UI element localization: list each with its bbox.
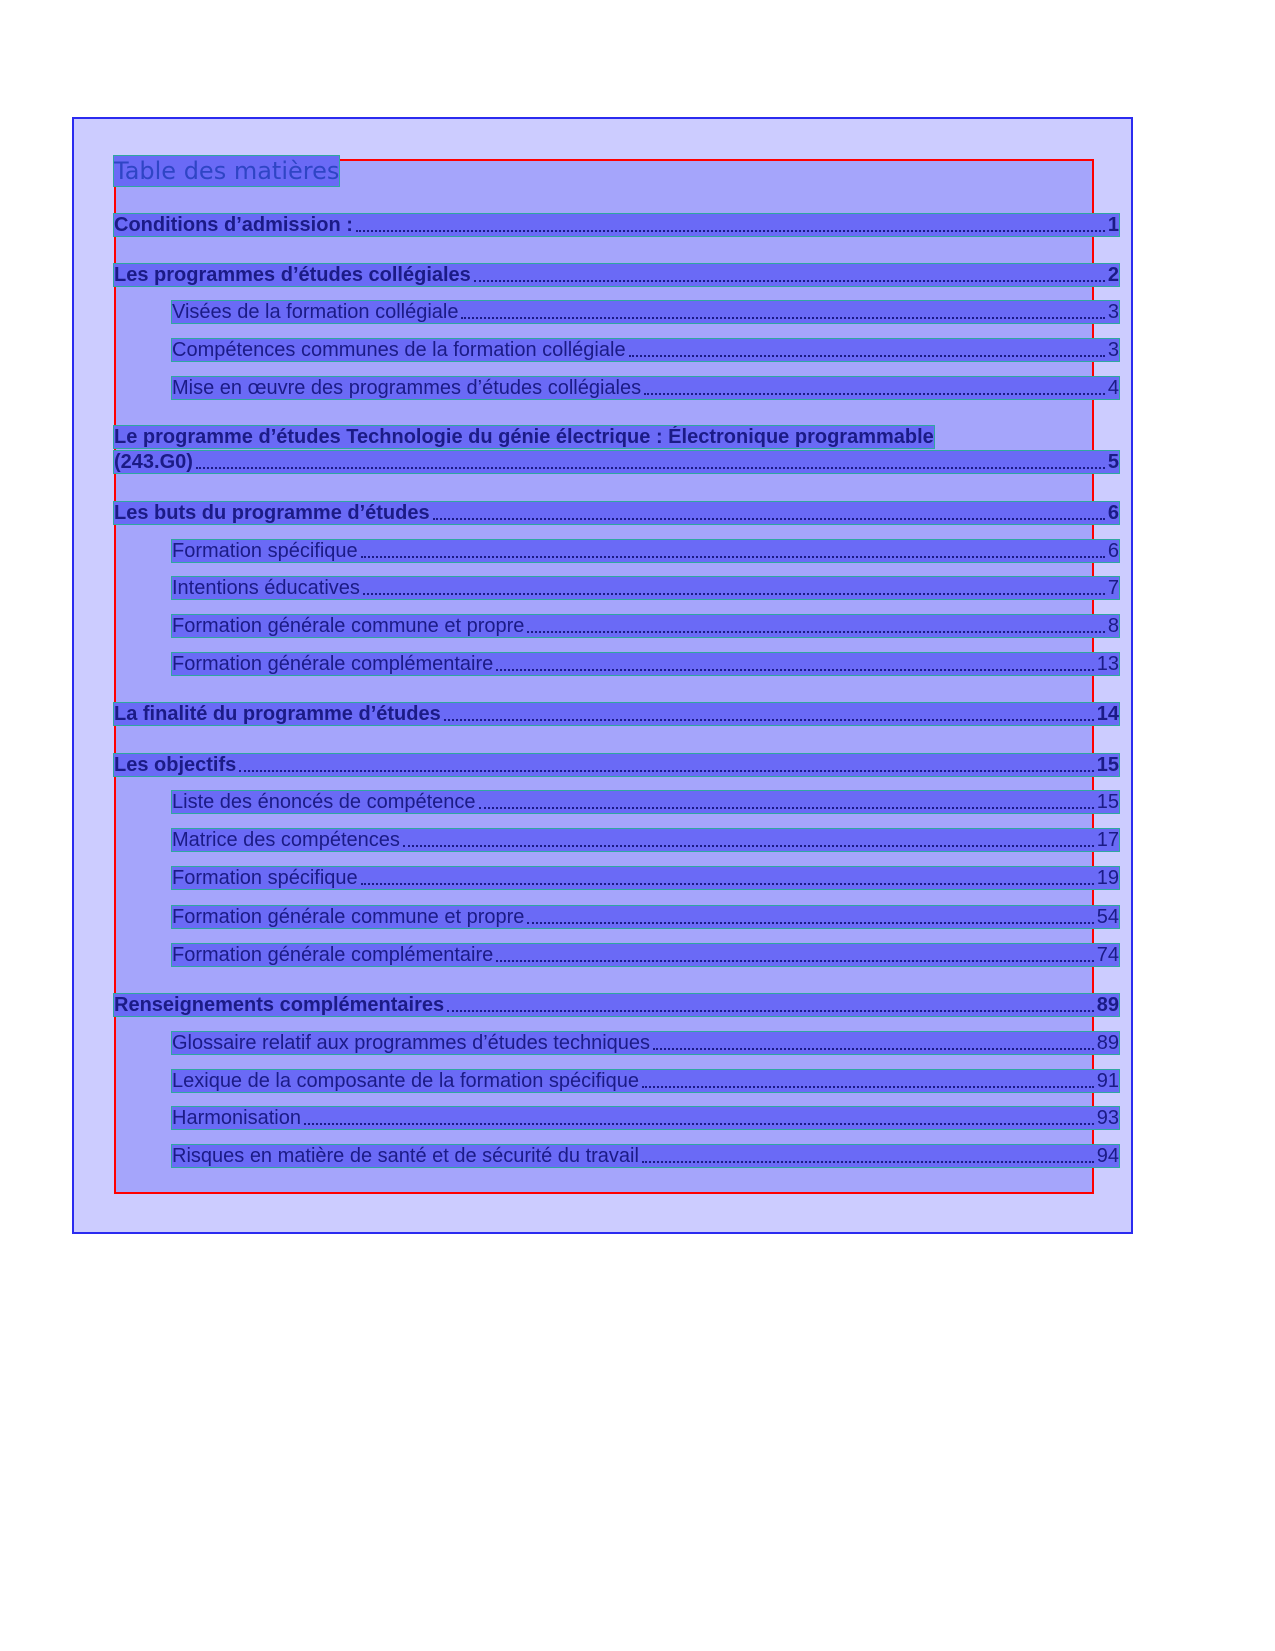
toc-entry-objectifs[interactable] xyxy=(114,754,1119,776)
toc-entry-glossaire[interactable] xyxy=(172,1032,1119,1054)
toc-entry-label: Formation spécifique xyxy=(172,540,358,562)
toc-entry-page: 7 xyxy=(1107,577,1119,599)
toc-entry-page: 15 xyxy=(1096,791,1119,813)
dot-leader xyxy=(361,883,1094,885)
toc-entry-formation-generale-commune[interactable] xyxy=(172,615,1119,637)
toc-entry-page: 54 xyxy=(1096,906,1119,928)
toc-entry-page: 89 xyxy=(1096,1032,1119,1054)
dot-leader xyxy=(363,593,1105,595)
toc-entry-page: 6 xyxy=(1107,502,1119,524)
toc-entry-label: Les programmes d’études collégiales xyxy=(114,264,471,286)
dot-leader xyxy=(496,960,1093,962)
toc-entry-page: 2 xyxy=(1107,264,1119,286)
dot-leader xyxy=(447,1010,1094,1012)
toc-entry-label: Risques en matière de santé et de sécurité du travail xyxy=(172,1145,639,1167)
dot-leader xyxy=(629,355,1105,357)
toc-entry-conditions-admission[interactable] xyxy=(114,214,1119,236)
toc-entry-label: (243.G0) xyxy=(114,451,193,473)
toc-entry-label: Matrice des compétences xyxy=(172,829,400,851)
toc-entry-label: Liste des énoncés de compétence xyxy=(172,791,476,813)
toc-entry-label: Formation spécifique xyxy=(172,867,358,889)
toc-entry-formation-generale-complementaire-2[interactable] xyxy=(172,944,1119,966)
toc-entry-page: 1 xyxy=(1107,214,1119,236)
toc-entry-competences-communes[interactable] xyxy=(172,339,1119,361)
toc-entry-matrice-competences[interactable] xyxy=(172,829,1119,851)
toc-entry-label: Compétences communes de la formation collégiale xyxy=(172,339,626,361)
dot-leader xyxy=(444,719,1094,721)
dot-leader xyxy=(304,1123,1094,1125)
toc-entry-renseignements[interactable] xyxy=(114,994,1119,1016)
toc-entry-page: 4 xyxy=(1107,377,1119,399)
toc-entry-label: Lexique de la composante de la formation spécifique xyxy=(172,1070,639,1092)
toc-entry-programme-tge[interactable] xyxy=(114,451,1119,473)
toc-entry-label: Les buts du programme d’études xyxy=(114,502,430,524)
toc-entry-label: Formation générale complémentaire xyxy=(172,944,494,966)
toc-entry-label: La finalité du programme d’études xyxy=(114,703,441,725)
toc-entry-label: Glossaire relatif aux programmes d’études techniques xyxy=(172,1032,651,1054)
toc-entry-formation-generale-commune-2[interactable] xyxy=(172,906,1119,928)
toc-entry-page: 19 xyxy=(1096,867,1119,889)
toc-entry-page: 74 xyxy=(1096,944,1119,966)
toc-entry-intentions-educatives[interactable] xyxy=(172,577,1119,599)
toc-entry-page: 94 xyxy=(1096,1145,1119,1167)
toc-entry-page: 5 xyxy=(1107,451,1119,473)
toc-entry-finalite[interactable] xyxy=(114,703,1119,725)
toc-entry-label: Mise en œuvre des programmes d’études collégiales xyxy=(172,377,642,399)
toc-entry-page: 15 xyxy=(1096,754,1119,776)
dot-leader xyxy=(239,770,1093,772)
dot-leader xyxy=(433,518,1105,520)
toc-entry-risques[interactable] xyxy=(172,1145,1119,1167)
toc-entry-buts-programme[interactable] xyxy=(114,502,1119,524)
toc-entry-label: Formation générale commune et propre xyxy=(172,906,525,928)
dot-leader xyxy=(527,631,1104,633)
toc-entry-page: 91 xyxy=(1096,1070,1119,1092)
dot-leader xyxy=(527,922,1093,924)
toc-entry-formation-specifique-2[interactable] xyxy=(172,867,1119,889)
dot-leader xyxy=(361,556,1105,558)
toc-entry-liste-enonces[interactable] xyxy=(172,791,1119,813)
toc-entry-programme-tge-line1[interactable]: Le programme d’études Technologie du génie électrique : Électronique programmable xyxy=(114,426,934,448)
toc-entry-label: Visées de la formation collégiale xyxy=(172,301,459,323)
toc-entry-lexique[interactable] xyxy=(172,1070,1119,1092)
toc-entry-page: 3 xyxy=(1107,339,1119,361)
toc-entry-programmes-etudes[interactable] xyxy=(114,264,1119,286)
dot-leader xyxy=(479,807,1094,809)
toc-entry-label: Conditions d’admission : xyxy=(114,214,353,236)
dot-leader xyxy=(653,1048,1094,1050)
toc-entry-page: 3 xyxy=(1107,301,1119,323)
toc-entry-page: 8 xyxy=(1107,615,1119,637)
toc-title: Table des matières xyxy=(114,157,340,185)
toc-entry-label: Formation générale complémentaire xyxy=(172,653,494,675)
toc-entry-formation-generale-complementaire[interactable] xyxy=(172,653,1119,675)
dot-leader xyxy=(403,845,1094,847)
dot-leader xyxy=(196,467,1105,469)
toc-entry-label: Les objectifs xyxy=(114,754,237,776)
dot-leader xyxy=(461,317,1104,319)
toc-entry-label: Formation générale commune et propre xyxy=(172,615,525,637)
toc-entry-page: 93 xyxy=(1096,1107,1119,1129)
dot-leader xyxy=(496,669,1093,671)
toc-entry-mise-en-oeuvre[interactable] xyxy=(172,377,1119,399)
toc-entry-page: 17 xyxy=(1096,829,1119,851)
toc-entry-page: 14 xyxy=(1096,703,1119,725)
toc-entry-formation-specifique[interactable] xyxy=(172,540,1119,562)
toc-entry-visees[interactable] xyxy=(172,301,1119,323)
toc-entry-harmonisation[interactable] xyxy=(172,1107,1119,1129)
toc-entry-page: 89 xyxy=(1096,994,1119,1016)
dot-leader xyxy=(356,230,1105,232)
toc-entry-page: 13 xyxy=(1096,653,1119,675)
toc-entry-label: Harmonisation xyxy=(172,1107,301,1129)
dot-leader xyxy=(474,280,1105,282)
dot-leader xyxy=(642,1086,1094,1088)
toc-entry-label: Intentions éducatives xyxy=(172,577,360,599)
dot-leader xyxy=(644,393,1105,395)
toc-entry-page: 6 xyxy=(1107,540,1119,562)
dot-leader xyxy=(642,1161,1094,1163)
toc-entry-label: Renseignements complémentaires xyxy=(114,994,445,1016)
